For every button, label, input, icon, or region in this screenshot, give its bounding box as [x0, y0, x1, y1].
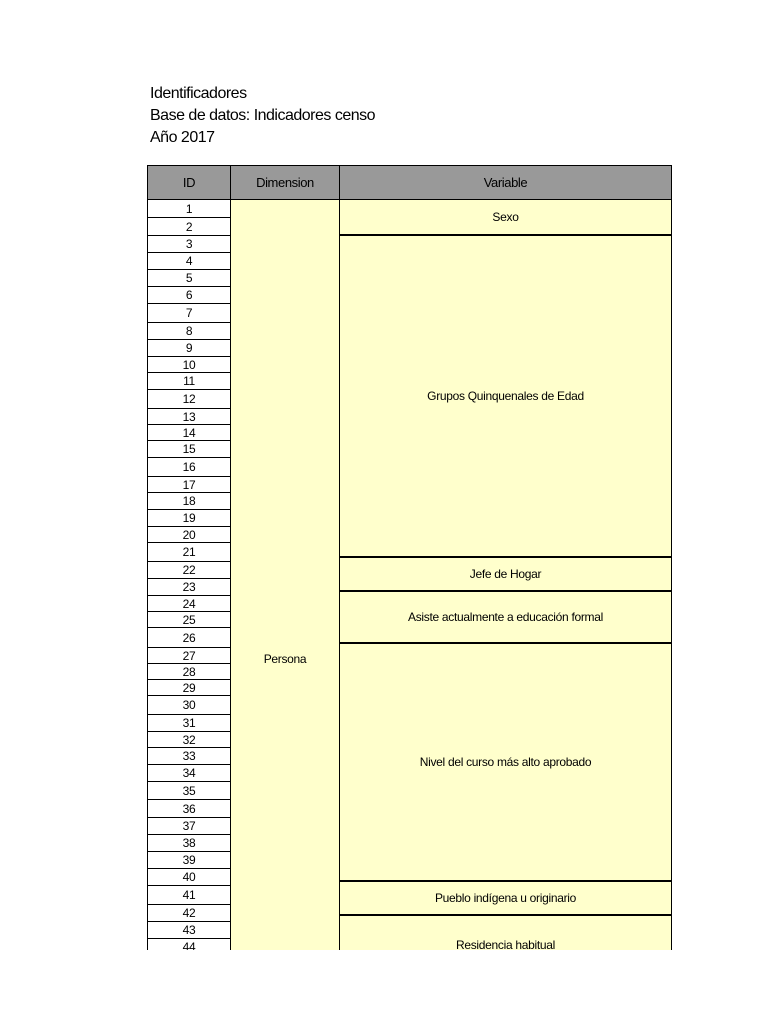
id-cell: 41	[147, 886, 231, 905]
id-cell: 3	[147, 236, 231, 253]
id-cell: 23	[147, 579, 231, 596]
header-database: Base de datos: Indicadores censo	[150, 107, 376, 124]
id-cell: 8	[147, 323, 231, 340]
header-year: Año 2017	[150, 129, 215, 146]
id-cell: 42	[147, 905, 231, 922]
variable-cell-residencia: Residencia habitual	[339, 916, 672, 950]
id-cell: 18	[147, 493, 231, 510]
id-cell: 17	[147, 477, 231, 493]
id-cell: 21	[147, 543, 231, 562]
id-cell: 39	[147, 852, 231, 869]
id-cell: 43	[147, 922, 231, 939]
variable-cell-pueblo-indigena: Pueblo indígena u originario	[339, 882, 672, 916]
id-cell: 4	[147, 253, 231, 270]
id-cell: 30	[147, 696, 231, 715]
id-cell: 40	[147, 869, 231, 886]
column-header-variable: Variable	[339, 165, 672, 200]
id-cell: 28	[147, 664, 231, 680]
variable-cell-nivel-curso: Nivel del curso más alto aprobado	[339, 644, 672, 882]
header-title: Identificadores	[150, 85, 247, 102]
variable-cell-edad: Grupos Quinquenales de Edad	[339, 236, 672, 558]
id-cell: 1	[147, 200, 231, 218]
id-cell: 34	[147, 765, 231, 782]
column-header-dimension: Dimension	[230, 165, 340, 200]
id-cell: 25	[147, 612, 231, 628]
id-cell: 31	[147, 715, 231, 732]
id-cell: 29	[147, 680, 231, 696]
id-cell: 13	[147, 409, 231, 425]
id-cell: 35	[147, 782, 231, 800]
id-cell: 38	[147, 835, 231, 852]
id-cell: 24	[147, 596, 231, 612]
id-cell: 37	[147, 818, 231, 835]
id-cell: 27	[147, 648, 231, 664]
id-cell: 26	[147, 628, 231, 648]
id-cell: 14	[147, 425, 231, 441]
id-cell: 15	[147, 441, 231, 458]
variable-cell-jefe-hogar: Jefe de Hogar	[339, 558, 672, 592]
id-cell: 36	[147, 800, 231, 818]
id-cell: 10	[147, 357, 231, 373]
id-cell: 22	[147, 562, 231, 579]
column-header-id: ID	[147, 165, 231, 200]
id-cell: 6	[147, 287, 231, 304]
id-cell: 9	[147, 340, 231, 357]
id-cell: 12	[147, 390, 231, 409]
dimension-cell	[230, 200, 340, 950]
variable-cell-asiste-educacion: Asiste actualmente a educación formal	[339, 592, 672, 644]
id-cell: 33	[147, 748, 231, 765]
id-cell: 16	[147, 458, 231, 477]
dimension-label: Persona	[263, 652, 307, 666]
id-cell: 20	[147, 527, 231, 543]
id-cell: 7	[147, 304, 231, 323]
id-cell: 11	[147, 373, 231, 390]
id-cell: 2	[147, 218, 231, 236]
id-cell: 19	[147, 510, 231, 527]
identifiers-table	[147, 165, 672, 950]
id-cell: 44	[147, 939, 231, 950]
id-cell: 5	[147, 270, 231, 287]
id-cell: 32	[147, 732, 231, 748]
document-header	[150, 83, 375, 149]
variable-cell-sexo: Sexo	[339, 200, 672, 236]
